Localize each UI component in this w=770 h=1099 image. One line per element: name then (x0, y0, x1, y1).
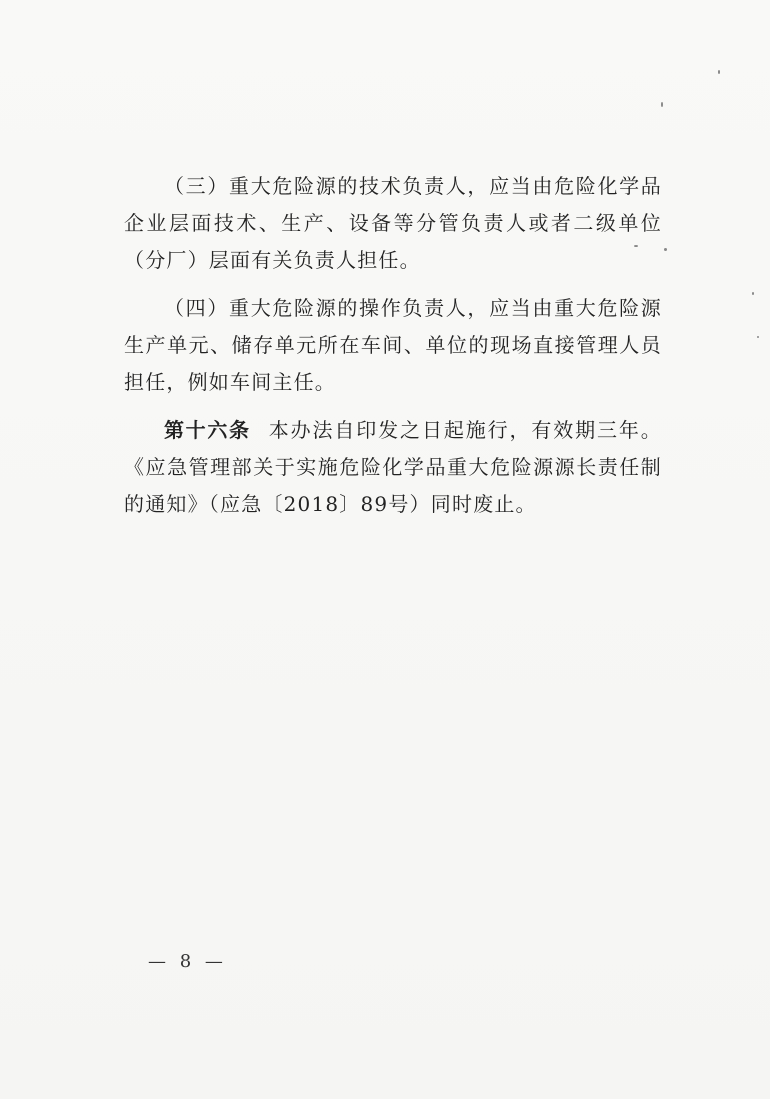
paragraph-text: （四）重大危险源的操作负责人，应当由重大危险源生产单元、储存单元所在车间、单位的现场直接管理人员担任，例如车间主任。 (124, 296, 662, 394)
paragraph-item-3 (124, 168, 662, 279)
paragraph-article-16 (124, 412, 662, 523)
scan-speck (757, 336, 759, 338)
paragraph-text: 本办法自印发之日起施行，有效期三年。《应急管理部关于实施危险化学品重大危险源源长责任制的通知》（应急〔2018〕89号）同时废止。 (124, 418, 662, 516)
scan-speck (718, 70, 720, 74)
page-number: — 8 — (148, 951, 227, 972)
article-heading: 第十六条 (164, 418, 251, 442)
scan-speck (664, 248, 667, 251)
scan-speck (752, 292, 754, 295)
paragraph-text: （三）重大危险源的技术负责人，应当由危险化学品企业层面技术、生产、设备等分管负责人或者二级单位（分厂）层面有关负责人担任。 (124, 174, 662, 272)
paragraph-item-4 (124, 290, 662, 401)
document-body (124, 168, 662, 534)
scan-speck (661, 102, 663, 107)
